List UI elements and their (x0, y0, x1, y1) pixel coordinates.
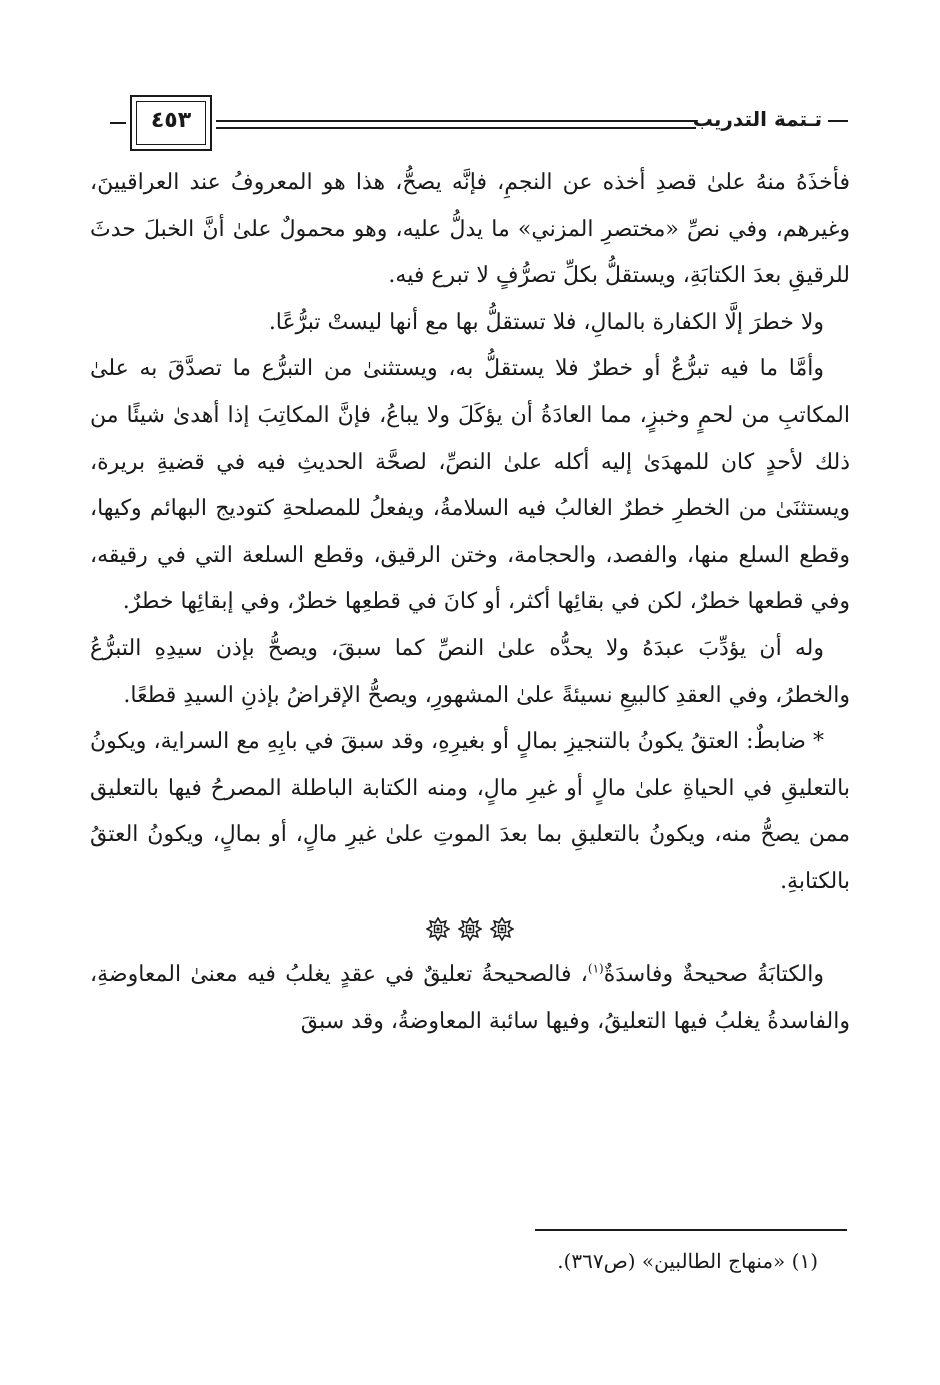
eight-point-star-icon (426, 917, 450, 941)
eight-point-star-icon (490, 917, 514, 941)
header-rule-tail (110, 122, 126, 124)
page-number: ٤٥٣ (150, 108, 192, 133)
paragraph-3: وأمَّا ما فيه تبرُّعٌ أو خطرٌ فلا يستقلُّ به، ويستثنىٰ من التبرُّع ما تصدَّقَ به علىٰ المكاتبِ من لحمٍ وخبزٍ، مما العادَةُ أن يؤكَلَ ولا يباعُ، فإنَّ المكاتِبَ إذا أهدىٰ شيئًا من ذلك لأحدٍ كان للمهدَىٰ إليه أكله علىٰ النصِّ، لصحَّة الحديثِ فيه في قضيةِ بريرة، ويستثنَىٰ من الخطرِ خطرٌ الغالبُ فيه السلامةُ، ويفعلُ للمصلحةِ كتوديج البهائم وكيها، وقطع السلع منها، والفصد، والحجامة، وختن الرقيق، وقطع السلعة التي في رقيقه، وفي قطعها خطرٌ، لكن في بقائِها أكثر، أو كانَ في قطعِها خطرٌ، وفي إبقائِها خطرٌ. (90, 356, 850, 615)
running-header (110, 95, 848, 159)
paragraph-6 (90, 952, 850, 1045)
eight-point-star-icon (458, 917, 482, 941)
footnote: (١) «منهاج الطالبين» (ص٣٦٧). (557, 1249, 818, 1273)
page-number-frame (130, 95, 212, 151)
paragraph-5: * ضابطٌ: العتقُ يكونُ بالتنجيزِ بمالٍ أو بغيرِهِ، وقد سبقَ في بابِهِ مع السراية، ويكونُ بالتعليقِ في الحياةِ علىٰ مالٍ أو غيرِ مالٍ، ومنه الكتابة الباطلة المصرحُ فيها بالتعليق ممن يصحُّ منه، ويكونُ بالتعليقِ بما بعدَ الموتِ علىٰ غيرِ مالٍ، أو بمالٍ، ويكونُ العتقُ بالكتابةِ. (90, 729, 850, 894)
section-divider (90, 906, 850, 953)
header-title: تـتمة التدريب (693, 107, 848, 131)
header-rule (216, 120, 696, 129)
footnote-separator (535, 1229, 847, 1231)
paragraph-2: ولا خطرَ إلَّا الكفارة بالمالِ، فلا تستقلُّ بها مع أنها ليستْ تبرُّعًا. (268, 309, 824, 335)
paragraph-1: فأخذَهُ منهُ علىٰ قصدِ أخذه عن النجمِ، فإنَّه يصحُّ، هذا هو المعروفُ عند العراقيينَ، وغيرهم، وفي نصِّ «مختصرِ المزني» ما يدلُّ عليه، وهو محمولٌ علىٰ أنَّ الخبلَ حدثَ للرقيقِ بعدَ الكتابَةِ، ويستقلُّ بكلِّ تصرُّفٍ لا تبرع فيه. (90, 170, 850, 289)
paragraph-6-end: ، فالصحيحةُ تعليقٌ في عقدٍ يغلبُ فيه معنىٰ المعاوضةِ، والفاسدةُ يغلبُ فيها التعليقُ، وفيها سائبة المعاوضةُ، وقد سبقَ (90, 962, 850, 1034)
main-text (90, 160, 850, 1045)
footnote-reference[interactable]: (١) (587, 961, 604, 976)
paragraph-6-start: والكتابَةُ صحيحةٌ وفاسدَةٌ (603, 962, 825, 988)
paragraph-4: وله أن يؤدِّبَ عبدَهُ ولا يحدُّه علىٰ النصِّ كما سبقَ، ويصحُّ بإذن سيدِهِ التبرُّعُ والخطرُ، وفي العقدِ كالبيعِ نسيئةً علىٰ المشهورِ، ويصحُّ الإقراضُ بإذنِ السيدِ قطعًا. (90, 635, 850, 708)
